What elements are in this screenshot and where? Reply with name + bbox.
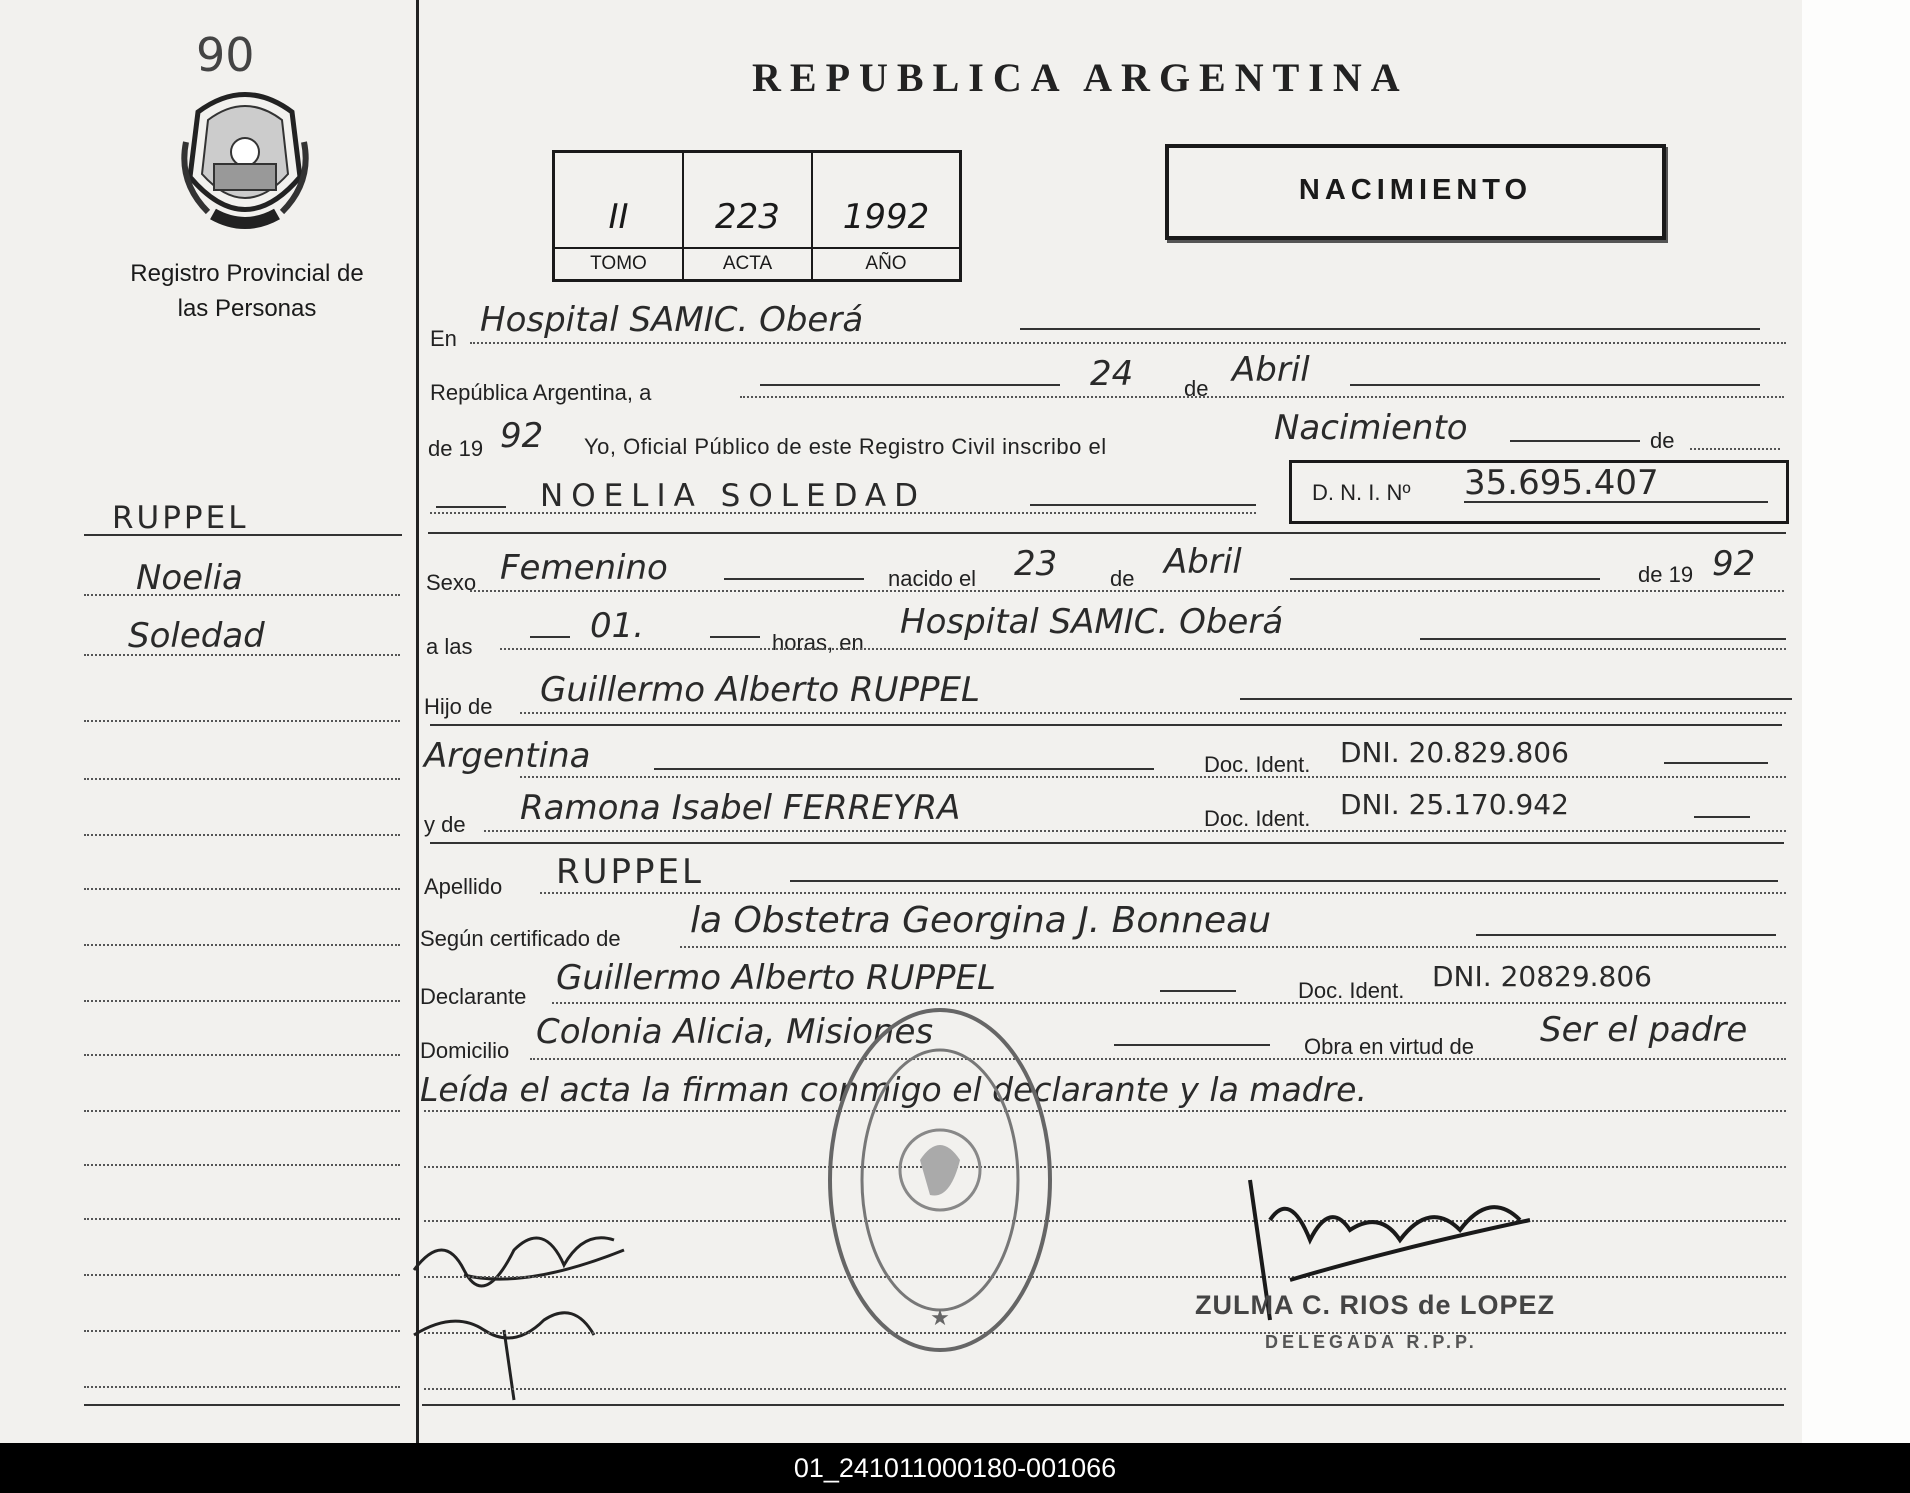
- fill-line: [1664, 762, 1768, 764]
- fill-line: [654, 768, 1154, 770]
- fill-line: [530, 636, 570, 638]
- act-type: NACIMIENTO: [1298, 174, 1533, 206]
- obra-value: Ser el padre: [1540, 1010, 1748, 1050]
- act-type-box: [1165, 144, 1666, 240]
- dni-box: [1289, 460, 1789, 524]
- fill-line: [1476, 934, 1776, 936]
- misiones-seal-icon: [178, 82, 312, 234]
- form-line: [552, 1002, 1786, 1004]
- child-name-value: NOELIA SOLEDAD: [540, 478, 926, 514]
- fill-line: [1114, 1044, 1270, 1046]
- declarante-label: Declarante: [420, 984, 527, 1009]
- fill-line: [1030, 504, 1256, 506]
- fill-line: [1464, 501, 1768, 503]
- section-divider: [430, 724, 1782, 726]
- official-signature-icon: [1230, 1160, 1550, 1350]
- fill-line: [1350, 384, 1760, 386]
- ano-cell: [813, 153, 959, 279]
- place-value: Hospital SAMIC. Oberá: [480, 300, 864, 340]
- fill-line: [790, 880, 1778, 882]
- year-suffix-value: 92: [500, 416, 544, 456]
- fill-line: [1510, 440, 1640, 442]
- official-title: DELEGADA R.P.P.: [1265, 1332, 1478, 1352]
- nacido-label: nacido el: [888, 566, 977, 591]
- domicilio-value: Colonia Alicia, Misiones: [536, 1012, 934, 1052]
- ano-value: 1992: [842, 197, 930, 237]
- section-divider: [430, 842, 1784, 844]
- mother-doc-value: DNI. 25.170.942: [1340, 788, 1569, 821]
- apellido-label: Apellido: [424, 874, 503, 899]
- a-las-label: a las: [426, 634, 473, 659]
- registry-name: Registro Provincial de las Personas: [130, 260, 364, 322]
- margin-line: [84, 1164, 400, 1166]
- acta-label: ACTA: [684, 247, 811, 275]
- margin-second-name: Soledad: [128, 616, 265, 656]
- de-after-label: de: [1650, 428, 1675, 453]
- de-label: de: [1184, 376, 1209, 401]
- margin-line: [84, 944, 400, 946]
- ano-label: AÑO: [813, 247, 959, 275]
- apellido-value: RUPPEL: [556, 852, 704, 892]
- official-name: ZULMA C. RIOS de LOPEZ: [1195, 1290, 1556, 1320]
- certificado-value: la Obstetra Georgina J. Bonneau: [690, 900, 1272, 941]
- right-margin-strip: [1802, 0, 1910, 1443]
- margin-line: [84, 720, 400, 722]
- fill-line: [710, 636, 760, 638]
- acta-value: 223: [715, 197, 780, 237]
- inscribes-value: Nacimiento: [1274, 408, 1468, 448]
- margin-line: [84, 1330, 400, 1332]
- file-id-caption: 01_241011000180-001066: [793, 1453, 1117, 1483]
- margin-line: [84, 654, 400, 656]
- margin-first-name: Noelia: [136, 558, 243, 598]
- fill-line: [724, 578, 864, 580]
- closing-value: Leída el acta la firman conmigo el declarante y la madre.: [420, 1070, 1367, 1109]
- tomo-cell: [555, 153, 684, 279]
- day-value: 24: [1090, 354, 1134, 394]
- form-line: [500, 648, 1786, 650]
- form-line: [680, 946, 1786, 948]
- margin-line: [84, 1218, 400, 1220]
- domicilio-label: Domicilio: [420, 1038, 510, 1063]
- fill-line: [1694, 816, 1750, 818]
- margin-line: [84, 1054, 400, 1056]
- sexo-label: Sexo: [426, 570, 477, 595]
- form-line: [424, 1332, 1786, 1334]
- de19-label: de 19: [428, 436, 484, 461]
- section-divider: [422, 1404, 1784, 1406]
- acta-cell: [684, 153, 813, 279]
- fill-line: [1160, 990, 1236, 992]
- birth-place-value: Hospital SAMIC. Oberá: [900, 602, 1284, 642]
- margin-surname: RUPPEL: [112, 500, 249, 536]
- form-line: [520, 776, 1786, 778]
- document-title: REPUBLICA ARGENTINA: [752, 55, 1409, 100]
- registry-data-table: [552, 150, 962, 282]
- registry-stamp-icon: [820, 1000, 1060, 1360]
- form-line: [424, 1166, 1786, 1168]
- fill-line: [436, 506, 506, 508]
- mother-doc-label: Doc. Ident.: [1204, 806, 1311, 831]
- page-number: 90: [196, 28, 255, 82]
- month-value: Abril: [1232, 350, 1310, 390]
- birth-year-suffix-value: 92: [1712, 544, 1756, 584]
- fill-line: [1020, 328, 1760, 330]
- margin-line: [84, 1110, 400, 1112]
- column-divider: [416, 0, 419, 1443]
- section-divider: [428, 532, 1786, 534]
- form-line: [424, 1388, 1786, 1390]
- margin-line: [84, 888, 400, 890]
- margin-line: [84, 1386, 400, 1388]
- birth-year-label: de 19: [1638, 562, 1694, 587]
- dni-value: 35.695.407: [1464, 463, 1659, 503]
- form-line: [540, 892, 1786, 894]
- tomo-value: II: [608, 197, 629, 237]
- margin-line: [84, 1274, 400, 1276]
- y-de-label: y de: [424, 812, 466, 837]
- fill-line: [760, 384, 1060, 386]
- form-line: [530, 1058, 1786, 1060]
- father-nationality-value: Argentina: [424, 736, 591, 776]
- declarante-doc-label: Doc. Ident.: [1298, 978, 1405, 1003]
- form-line: [740, 396, 1784, 398]
- declarante-doc-value: DNI. 20829.806: [1432, 960, 1652, 993]
- svg-text:★: ★: [930, 1306, 950, 1331]
- sexo-value: Femenino: [500, 548, 668, 588]
- form-line: [424, 1220, 1786, 1222]
- form-line: [470, 342, 1786, 344]
- en-label: En: [430, 326, 457, 351]
- form-line: [520, 712, 1786, 714]
- form-line: [484, 830, 1786, 832]
- birth-month-value: Abril: [1164, 542, 1242, 582]
- fill-line: [1240, 698, 1792, 700]
- segun-label: Según certificado de: [420, 926, 621, 951]
- horas-label: horas, en: [772, 630, 864, 655]
- fill-line: [1290, 578, 1600, 580]
- form-line: [1690, 448, 1780, 450]
- form-line: [424, 1110, 1786, 1112]
- form-line: [470, 590, 1784, 592]
- dni-label: D. N. I. Nº: [1312, 480, 1411, 505]
- form-line: [424, 1276, 1786, 1278]
- father-doc-value: DNI. 20.829.806: [1340, 736, 1569, 769]
- margin-line: [84, 1000, 400, 1002]
- hijo-label: Hijo de: [424, 694, 493, 719]
- birth-day-value: 23: [1014, 544, 1058, 584]
- mother-value: Ramona Isabel FERREYRA: [520, 788, 961, 828]
- father-doc-label: Doc. Ident.: [1204, 752, 1311, 777]
- margin-line: [84, 834, 400, 836]
- margin-line: [84, 594, 400, 596]
- father-value: Guillermo Alberto RUPPEL: [540, 670, 980, 710]
- fill-line: [1420, 638, 1786, 640]
- tomo-label: TOMO: [555, 247, 682, 275]
- declarante-value: Guillermo Alberto RUPPEL: [556, 958, 996, 998]
- margin-line: [84, 1404, 400, 1406]
- form-line: [430, 512, 1256, 514]
- birth-de-label: de: [1110, 566, 1135, 591]
- republica-label: República Argentina, a: [430, 380, 652, 405]
- obra-label: Obra en virtud de: [1304, 1034, 1474, 1059]
- margin-signatures-icon: [404, 1210, 664, 1410]
- hour-value: 01.: [590, 606, 645, 646]
- margin-line: [84, 778, 400, 780]
- yo-label: Yo, Oficial Público de este Registro Civil inscribo el: [584, 434, 1107, 459]
